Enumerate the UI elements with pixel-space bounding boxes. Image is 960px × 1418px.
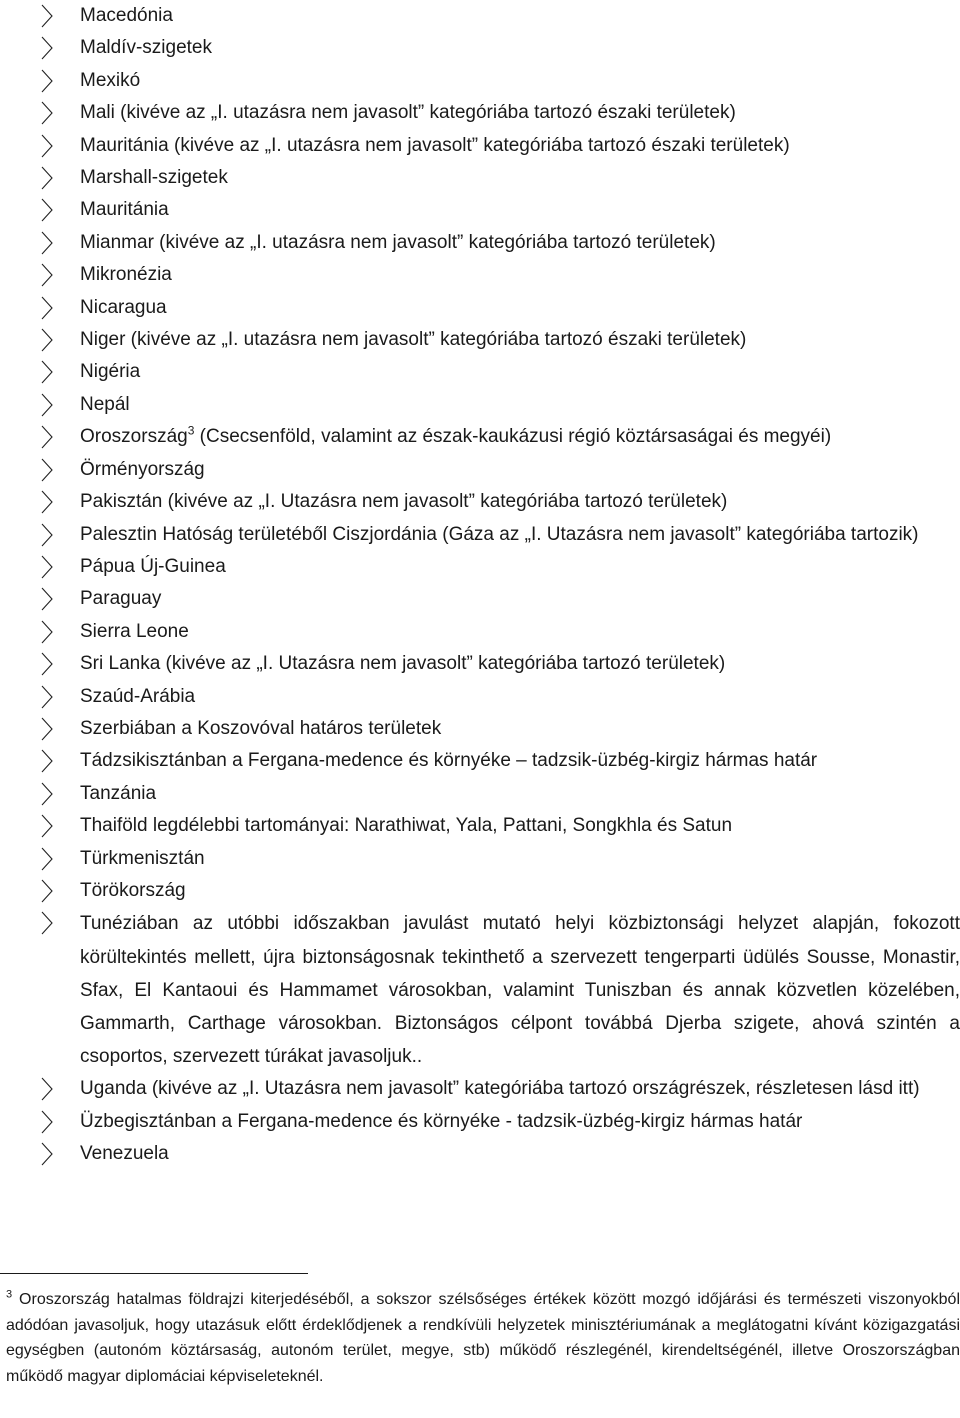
list-item-text: Nigéria <box>80 361 141 383</box>
list-item-text: Szaúd-Arábia <box>80 685 196 707</box>
list-item <box>0 907 960 1073</box>
chevron-right-icon <box>40 4 54 28</box>
chevron-right-icon <box>40 1110 54 1134</box>
list-item-text: Pakisztán (kivéve az „I. Utazásra nem javasolt” kategóriába tartozó területek) <box>80 491 728 513</box>
chevron-right-icon <box>40 101 54 125</box>
list-item-text: Mauritánia (kivéve az „I. utazásra nem javasolt” kategóriába tartozó északi területek) <box>80 134 790 156</box>
chevron-right-icon <box>40 1142 54 1166</box>
chevron-right-icon <box>40 620 54 644</box>
list-item-text: Sri Lanka (kivéve az „I. Utazásra nem javasolt” kategóriába tartozó területek) <box>80 653 726 675</box>
chevron-right-icon <box>40 555 54 579</box>
list-item <box>0 259 960 291</box>
list-item-text: Sierra Leone <box>80 620 189 642</box>
chevron-right-icon <box>40 36 54 60</box>
chevron-right-icon <box>40 458 54 482</box>
list-item <box>0 681 960 713</box>
chevron-right-icon <box>40 166 54 190</box>
list-item <box>0 97 960 129</box>
list-item-text: Tunéziában az utóbbi időszakban javulást mutató helyi közbiztonsági helyzet alapján, fokozott körültekintés mellett, újra biztonságosnak tekinthető a szervezett tengerparti üdülés Sousse, Monastir, Sfax, El Kantaoui és Hammamet városokban, valamint Tuniszban és annak közvetlen közelében, Gammarth, Carthage városokban. Biztonságos célpont továbbá Djerba szigete, ahová szintén a csoportos, szervezett túrákat javasoljuk.. <box>80 913 960 1068</box>
chevron-right-icon <box>40 911 54 935</box>
footnote <box>6 1287 960 1389</box>
list-item <box>0 875 960 907</box>
list-item <box>0 843 960 875</box>
list-item-text: Venezuela <box>80 1143 169 1165</box>
chevron-right-icon <box>40 814 54 838</box>
footnote-text: Oroszország hatalmas földrajzi kiterjedéséből, a sokszor szélsőséges értékek között mozgó időjárási és természeti viszonyokból adódóan javasoljuk, hogy utazásuk előtt érdeklődjenek a rendkívüli helyzetek minisztériumának a meglátogatni kívánt közigazgatási egységben (autonóm köztársaság, autonóm terület, megye, stb) működő részlegénél, kirendeltségénél, illetve Oroszországban működő magyar diplomáciai képviseleteknél. <box>6 1291 960 1385</box>
list-item-text: Törökország <box>80 879 186 901</box>
list-item-text: Örményország <box>80 458 205 480</box>
list-item <box>0 745 960 777</box>
list-item <box>0 32 960 64</box>
list-item-text: Niger (kivéve az „I. utazásra nem javasolt” kategóriába tartozó északi területek) <box>80 329 747 351</box>
list-item <box>0 778 960 810</box>
footnote-mark: 3 <box>6 1288 13 1301</box>
list-item <box>0 551 960 583</box>
list-item <box>0 227 960 259</box>
chevron-right-icon <box>40 685 54 709</box>
list-item <box>0 648 960 680</box>
list-item <box>0 65 960 97</box>
list-item <box>0 389 960 421</box>
chevron-right-icon <box>40 393 54 417</box>
chevron-right-icon <box>40 523 54 547</box>
chevron-right-icon <box>40 198 54 222</box>
list-item <box>0 486 960 518</box>
list-item-text: Tádzsikisztánban a Fergana-medence és környéke – tadzsik-üzbég-kirgiz hármas határ <box>80 750 818 772</box>
list-item <box>0 1073 960 1105</box>
chevron-right-icon <box>40 879 54 903</box>
list-item <box>0 162 960 194</box>
chevron-right-icon <box>40 296 54 320</box>
list-item <box>0 1138 960 1170</box>
list-item <box>0 194 960 226</box>
list-item-text: Mexikó <box>80 69 141 91</box>
footnote-reference: 3 <box>187 423 195 438</box>
chevron-right-icon <box>40 782 54 806</box>
list-item-text: Uganda (kivéve az „I. Utazásra nem javasolt” kategóriába tartozó országrészek, részletesen lásd itt) <box>80 1078 920 1100</box>
chevron-right-icon <box>40 231 54 255</box>
chevron-right-icon <box>40 134 54 158</box>
chevron-right-icon <box>40 425 54 449</box>
list-item-text: Mauritánia <box>80 199 169 221</box>
list-item <box>0 0 960 32</box>
list-item <box>0 583 960 615</box>
chevron-right-icon <box>40 69 54 93</box>
list-item-text: Oroszország <box>80 426 188 448</box>
list-item <box>0 1106 960 1138</box>
list-item <box>0 810 960 842</box>
list-item-text: Thaiföld legdélebbi tartományai: Narathiwat, Yala, Pattani, Songkhla és Satun <box>80 815 733 837</box>
list-item-text: Mianmar (kivéve az „I. utazásra nem javasolt” kategóriába tartozó területek) <box>80 231 716 253</box>
chevron-right-icon <box>40 263 54 287</box>
list-item-text: Macedónia <box>80 5 173 26</box>
list-item-text: Mikronézia <box>80 264 172 286</box>
list-item <box>0 616 960 648</box>
list-item-text: Maldív-szigetek <box>80 37 212 59</box>
list-item <box>0 421 960 453</box>
chevron-right-icon <box>40 1077 54 1101</box>
list-item <box>0 324 960 356</box>
list-item-text: Nepál <box>80 393 130 415</box>
chevron-right-icon <box>40 587 54 611</box>
chevron-right-icon <box>40 652 54 676</box>
list-item <box>0 519 960 551</box>
list-item-text: Mali (kivéve az „I. utazásra nem javasolt” kategóriába tartozó északi területek) <box>80 102 736 124</box>
list-item <box>0 454 960 486</box>
list-item-text: Paraguay <box>80 588 162 610</box>
chevron-right-icon <box>40 360 54 384</box>
list-item-text: Türkmenisztán <box>80 847 205 869</box>
list-item-text: (Csecsenföld, valamint az észak-kaukázusi régió köztársaságai és megyéi) <box>194 426 832 448</box>
chevron-right-icon <box>40 328 54 352</box>
list-item <box>0 713 960 745</box>
list-item <box>0 292 960 324</box>
list-item-text: Nicaragua <box>80 296 167 318</box>
list-item-text: Üzbegisztánban a Fergana-medence és környéke - tadzsik-üzbég-kirgiz hármas határ <box>80 1110 803 1132</box>
list-item-text: Marshall-szigetek <box>80 167 228 189</box>
list-item-text: Palesztin Hatóság területéből Ciszjordánia (Gáza az „I. Utazásra nem javasolt” kategóriába tartozik) <box>80 523 919 545</box>
list-item-text: Szerbiában a Koszovóval határos területek <box>80 717 442 739</box>
list-item <box>0 130 960 162</box>
chevron-right-icon <box>40 847 54 871</box>
chevron-right-icon <box>40 749 54 773</box>
list-item <box>0 356 960 388</box>
chevron-right-icon <box>40 717 54 741</box>
footnote-separator <box>0 1273 308 1274</box>
chevron-right-icon <box>40 490 54 514</box>
list-item-text: Pápua Új-Guinea <box>80 555 226 577</box>
list-item-text: Tanzánia <box>80 782 157 804</box>
